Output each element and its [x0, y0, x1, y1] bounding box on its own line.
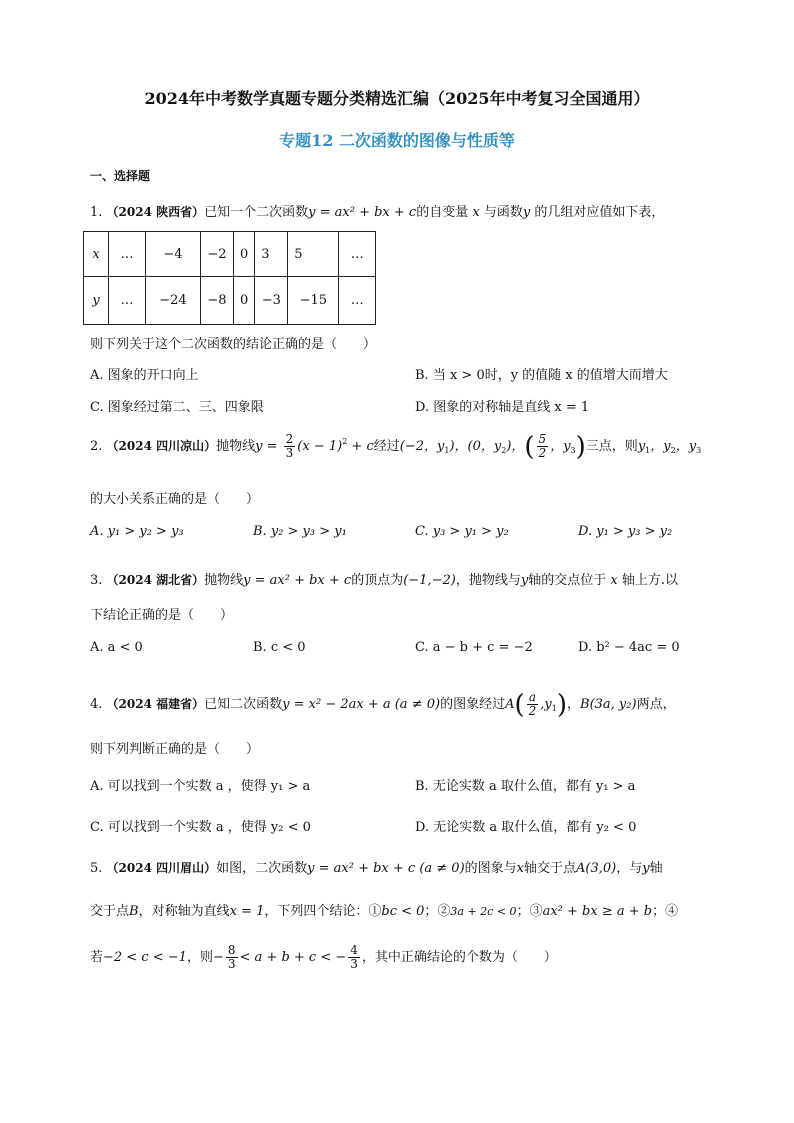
q3-option-a: A. a < 0 — [90, 640, 143, 655]
fraction: $\frac{5}{2}$ — [538, 432, 547, 460]
table-cell: −4 — [146, 232, 201, 277]
fraction: $\frac{a}{2}$ — [528, 690, 537, 718]
table-cell: 3 — [255, 232, 288, 277]
q3-option-c: C. a − b + c = −2 — [415, 640, 533, 655]
table-cell: 0 — [234, 232, 255, 277]
table-cell: −3 — [255, 277, 288, 325]
fraction: $\frac{8}{3}$ — [227, 943, 236, 971]
question-3-stem: 3. （2024 湖北省）抛物线y = ax² + bx + c的顶点为(−1,−2)，抛物线与y轴的交点位于 x 轴上方.以 — [90, 573, 678, 588]
q1-option-b: B. 当 x > 0时，y 的值随 x 的值增大而增大 — [415, 368, 668, 383]
question-1-ask: 则下列关于这个二次函数的结论正确的是（ ） — [90, 337, 377, 352]
document-subtitle: 专题12 二次函数的图像与性质等 — [279, 131, 515, 150]
q4-option-a: A. 可以找到一个实数 a ，使得 y₁ > a — [90, 779, 311, 794]
question-2-ask: 的大小关系正确的是（ ） — [90, 492, 260, 507]
section-heading: 一、选择题 — [90, 169, 151, 183]
table-cell: −8 — [201, 277, 234, 325]
table-cell: −2 — [201, 232, 234, 277]
q2-option-d: D. y₁ > y₃ > y₂ — [578, 524, 673, 539]
question-5-ask: 若−2 < c < −1，则− $\frac{8}{3}$ < a + b + c < − $\frac{4}{3}$ ，其中正确结论的个数为（ ） — [90, 943, 557, 971]
fraction: $\frac{2}{3}$ — [285, 432, 294, 460]
q2-option-b: B. y₂ > y₃ > y₁ — [253, 524, 347, 539]
q3-option-d: D. b² − 4ac = 0 — [578, 640, 680, 655]
document-title: 2024年中考数学真题专题分类精选汇编（2025年中考复习全国通用） — [144, 89, 650, 108]
q4-option-b: B. 无论实数 a 取什么值，都有 y₁ > a — [415, 779, 636, 794]
table-cell: −24 — [146, 277, 201, 325]
q3-option-b: B. c < 0 — [253, 640, 306, 655]
table-cell: x — [84, 232, 109, 277]
question-number: 1. — [90, 205, 103, 220]
question-source: （2024 四川眉山） — [106, 861, 217, 875]
question-1-stem: 1. （2024 陕西省）已知一个二次函数y = ax² + bx + c的自变量 x 与函数y 的几组对应值如下表， — [90, 205, 665, 220]
table-cell: … — [109, 277, 146, 325]
q2-option-c: C. y₃ > y₁ > y₂ — [415, 524, 509, 539]
table-cell: 5 — [288, 232, 339, 277]
q4-option-c: C. 可以找到一个实数 a ，使得 y₂ < 0 — [90, 820, 311, 835]
table-cell: … — [339, 232, 376, 277]
question-source: （2024 湖北省） — [106, 573, 205, 587]
table-row-y — [84, 277, 376, 325]
fraction: $\frac{4}{3}$ — [350, 943, 358, 971]
question-source: （2024 四川凉山） — [106, 439, 217, 453]
q2-option-a: A. y₁ > y₂ > y₃ — [90, 524, 184, 539]
question-5-stem: 5. （2024 四川眉山）如图，二次函数y = ax² + bx + c (a ≠ 0)的图象与x轴交于点A(3,0)，与y轴 — [90, 861, 663, 876]
q1-option-a: A. 图象的开口向上 — [90, 368, 199, 383]
table-cell: … — [109, 232, 146, 277]
question-source: （2024 陕西省） — [106, 205, 205, 219]
question-3-ask: 下结论正确的是（ ） — [90, 608, 234, 623]
question-4-stem: 4. （2024 福建省）已知二次函数y = x² − 2ax + a (a ≠ 0)的图象经过A( $\frac{a}{2}$ $,y_1$)，B(3a, y₂)两点， — [90, 690, 676, 720]
question-2-stem: 2. （2024 四川凉山）抛物线y = $\frac{2}{3}$ $(x - 1)^2 + c$经过(−2，$y_1$)，(0，$y_2$)，( $\frac{5}{2}$ ，$y_3$)三点，则$y_1$，$y_2$，$y_3$ — [90, 432, 702, 462]
table-cell: 0 — [234, 277, 255, 325]
table-cell: y — [84, 277, 109, 325]
table-cell: −15 — [288, 277, 339, 325]
question-source: （2024 福建省） — [106, 697, 205, 711]
table-cell: … — [339, 277, 376, 325]
question-number: 3. — [90, 573, 103, 588]
table-row-x — [84, 232, 376, 277]
question-4-ask: 则下列判断正确的是（ ） — [90, 742, 260, 757]
q1-option-c: C. 图象经过第二、三、四象限 — [90, 400, 264, 415]
question-number: 5. — [90, 861, 103, 876]
question-number: 4. — [90, 697, 103, 712]
q4-option-d: D. 无论实数 a 取什么值，都有 y₂ < 0 — [415, 820, 637, 835]
q1-option-d: D. 图象的对称轴是直线 x = 1 — [415, 400, 590, 415]
value-table — [83, 231, 376, 325]
function-expression: y = ax² + bx + c — [308, 205, 417, 220]
question-number: 2. — [90, 439, 103, 454]
question-5-conditions: 交于点B，对称轴为直线x = 1，下列四个结论：①bc < 0；②3a + 2c < 0；③ax² + bx ≥ a + b；④ — [90, 904, 679, 919]
